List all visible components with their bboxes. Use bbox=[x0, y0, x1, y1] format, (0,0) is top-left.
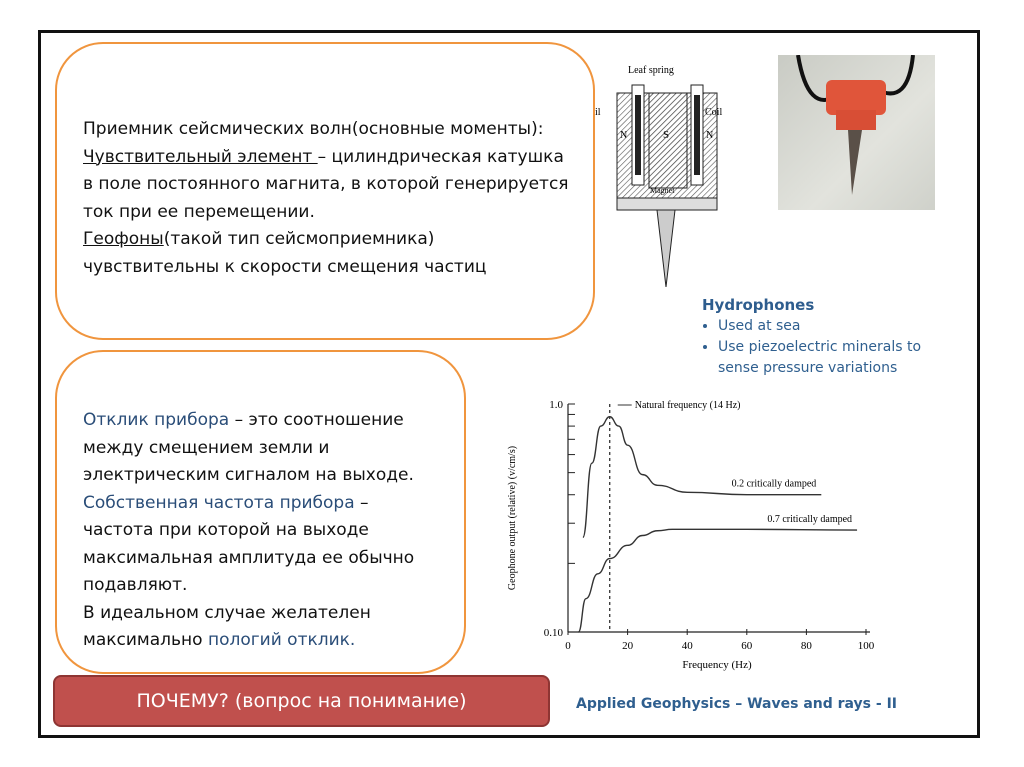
box2-text: Отклик прибора – это соотношение между смещением земли и электрическим сигналом на выходе. Собственная частота прибора – частота при которой на выходе максимальная амплитуда ее обычно подавляют. В идеальном случае желателен максимально пологий отклик. bbox=[83, 410, 415, 650]
box1-text: Приемник сейсмических волн(основные моменты): Чувствительный элемент – цилиндрическая катушка в поле постоянного магнита, в которой генерируется ток при ее перемещении. Геофоны(такой тип сейсмоприемника) чувствительны к скорости смещения частиц bbox=[83, 119, 569, 277]
series-label: 0.2 critically damped bbox=[731, 478, 817, 490]
series-line-2 bbox=[578, 529, 857, 632]
x-tick-label: 20 bbox=[622, 640, 634, 652]
coil-label-right: Coil bbox=[705, 107, 723, 118]
geophone-response-chart bbox=[490, 390, 890, 675]
s-pole: S bbox=[663, 129, 670, 141]
hydrophones-section bbox=[702, 295, 933, 379]
x-tick-label: 100 bbox=[857, 640, 875, 652]
instrument-response-box bbox=[55, 350, 466, 674]
x-tick-label: 80 bbox=[800, 640, 812, 652]
term-geophones: Геофоны bbox=[83, 229, 164, 249]
term-response: Отклик прибора bbox=[83, 410, 230, 430]
caption: Applied Geophysics – Waves and rays - II bbox=[576, 696, 897, 712]
question-button[interactable]: ПОЧЕМУ? (вопрос на понимание) bbox=[53, 675, 550, 727]
hydrophones-title: Hydrophones bbox=[702, 296, 815, 314]
y-axis-label: Geophone output (relative) (v/cm/s) bbox=[507, 445, 518, 591]
x-axis-label: Frequency (Hz) bbox=[682, 659, 752, 671]
x-tick-label: 40 bbox=[681, 640, 693, 652]
term-sensitive-element: Чувствительный элемент bbox=[83, 146, 318, 167]
x-tick-label: 60 bbox=[741, 640, 753, 652]
term-flat-response: пологий отклик. bbox=[207, 630, 356, 650]
y-tick-label: 0.10 bbox=[543, 627, 563, 639]
x-tick-label: 0 bbox=[565, 640, 571, 652]
series-label: 0.7 critically damped bbox=[767, 514, 853, 526]
geophone-diagram bbox=[595, 55, 735, 290]
hydrophones-item: • Used at sea bbox=[718, 316, 933, 337]
term-natural-frequency: Собственная частота прибора bbox=[83, 492, 355, 513]
magnet-label: Magnet bbox=[650, 186, 675, 195]
hydrophones-item: • Use piezoelectric minerals to sense pressure variations bbox=[718, 337, 933, 379]
geophone-photo bbox=[778, 55, 935, 210]
leaf-spring-label: Leaf spring bbox=[628, 65, 674, 76]
n-pole-left: N bbox=[620, 130, 628, 141]
coil-label-left: il bbox=[595, 107, 601, 118]
seismic-receiver-box bbox=[55, 42, 595, 340]
y-tick-label: 1.0 bbox=[549, 399, 563, 411]
natural-frequency-annotation: Natural frequency (14 Hz) bbox=[634, 400, 741, 411]
n-pole-right: N bbox=[706, 130, 714, 141]
